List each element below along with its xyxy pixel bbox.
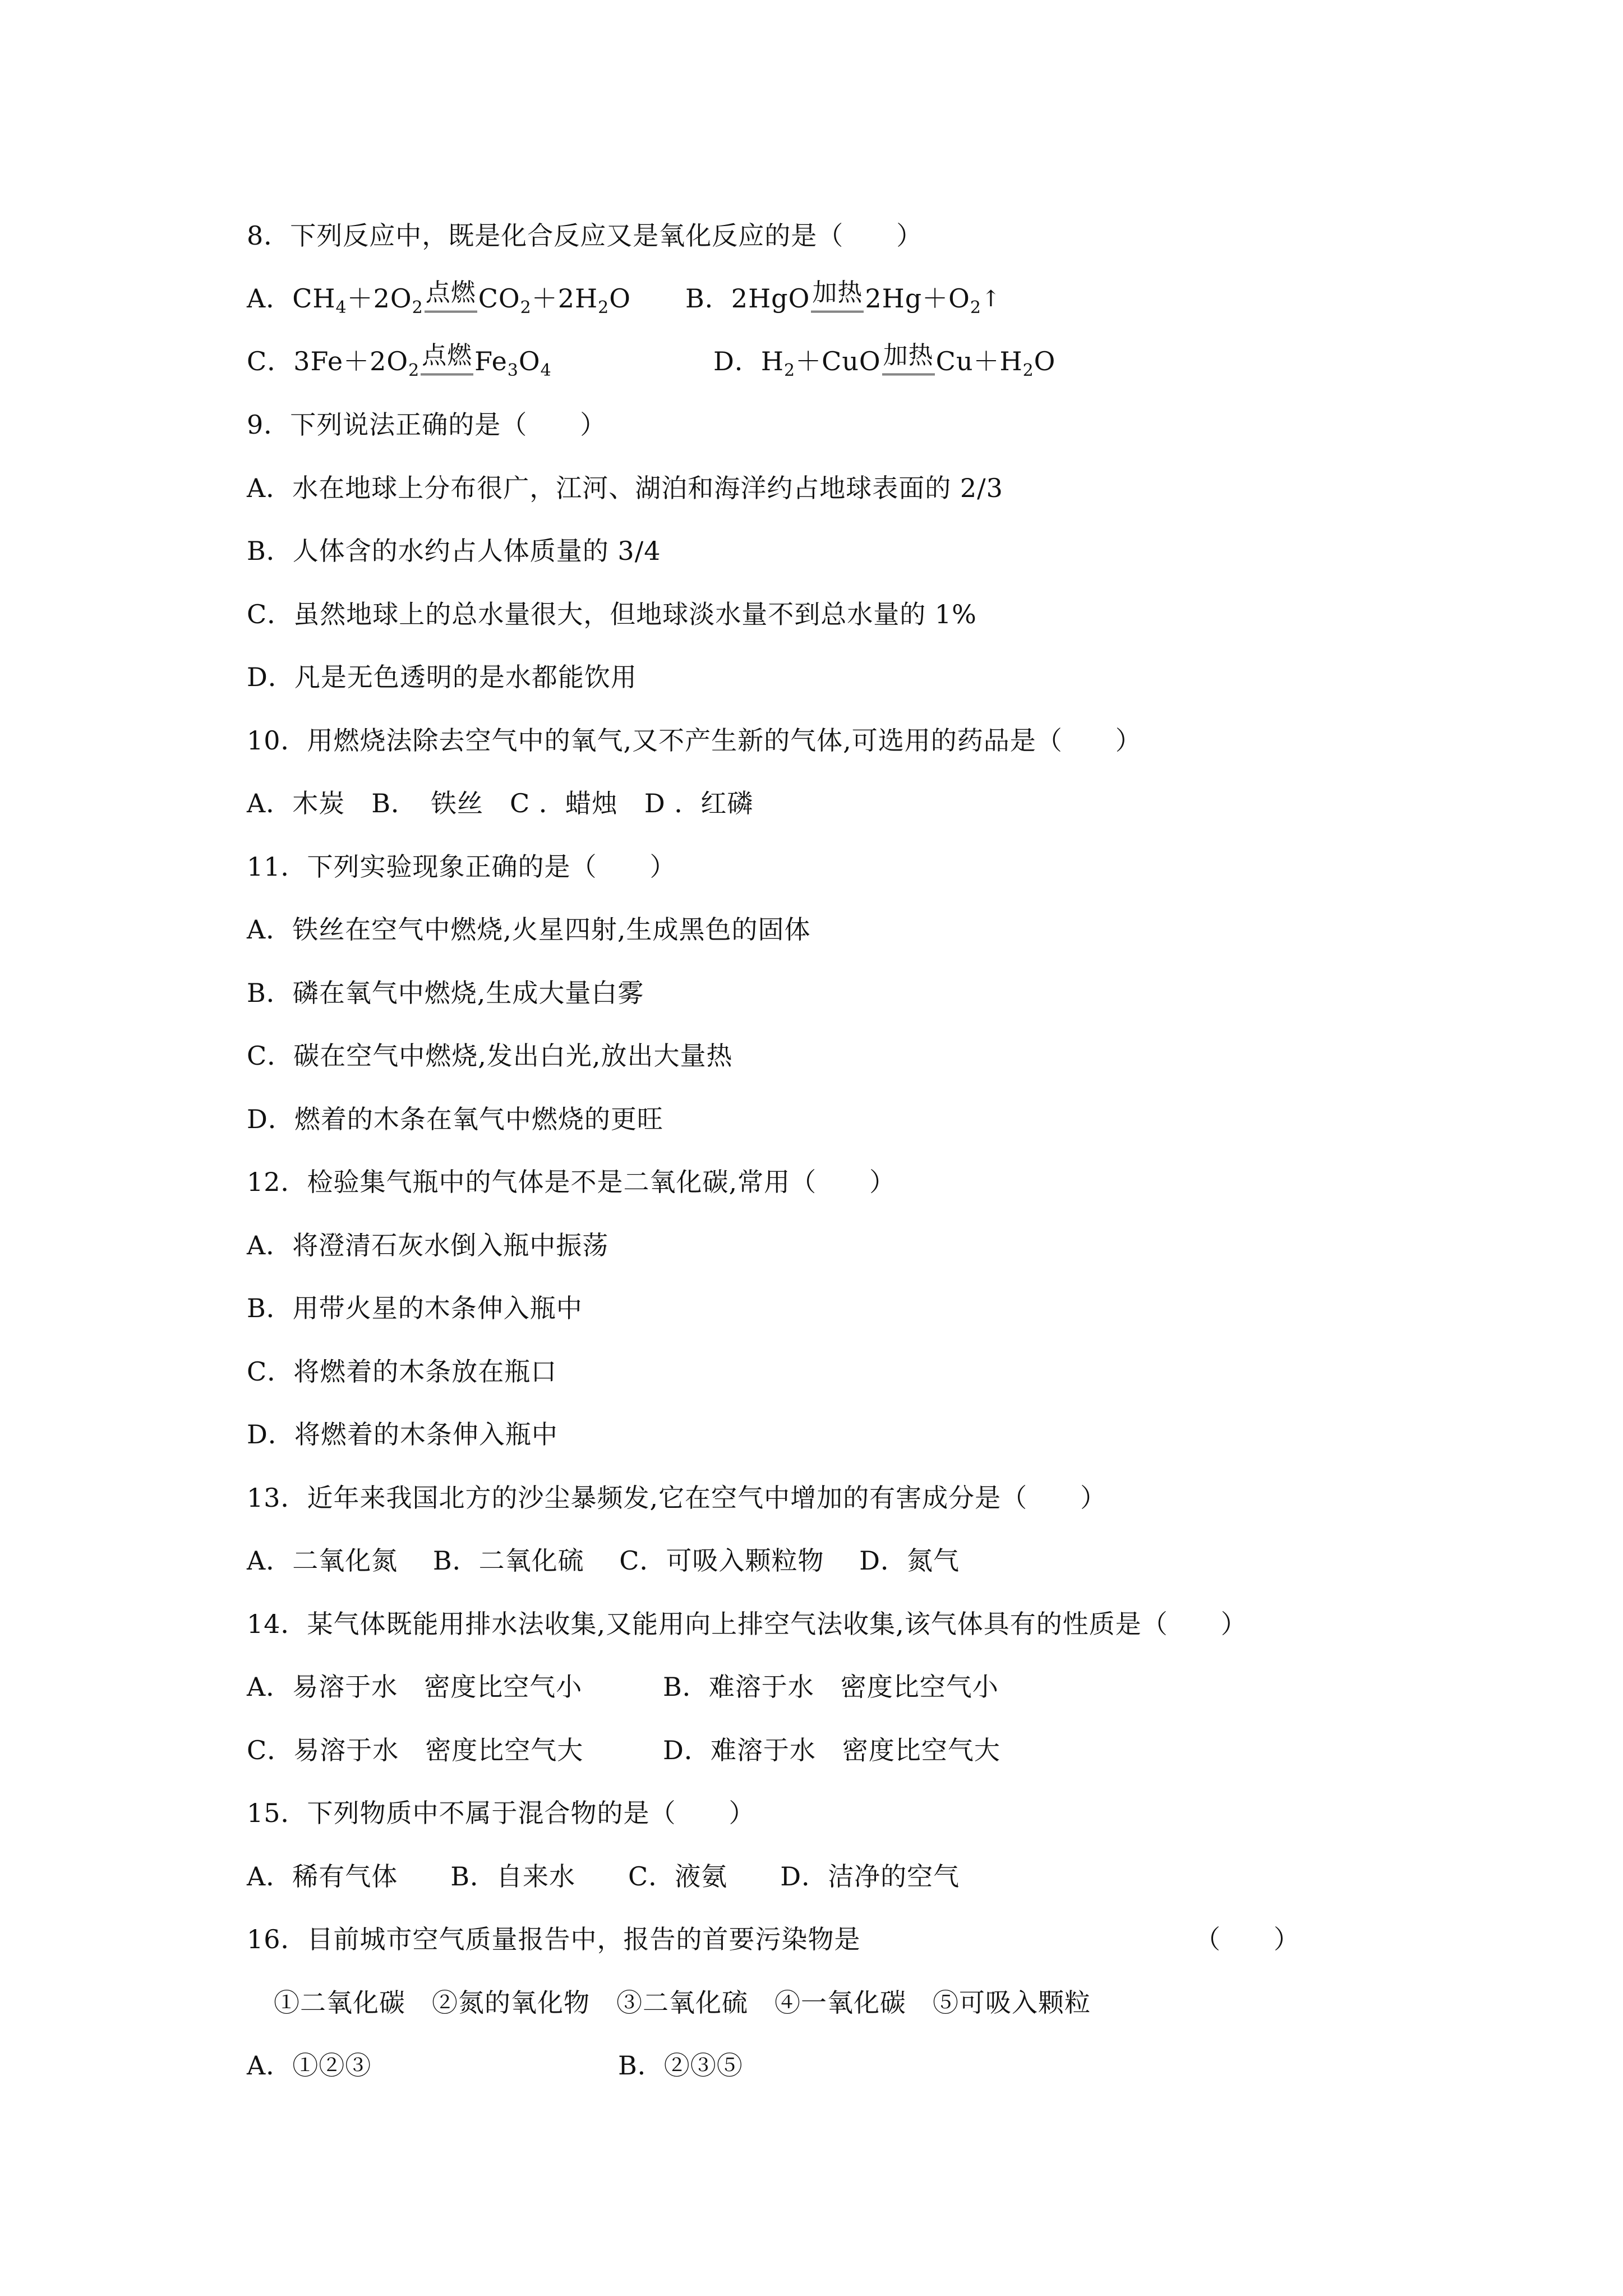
q14-option-b: B．难溶于水 密度比空气小: [663, 1672, 999, 1702]
q16-items: ①二氧化碳 ②氮的氧化物 ③二氧化硫 ④一氧化碳 ⑤可吸入颗粒: [274, 1987, 1091, 2018]
q10-options: A．木炭 B． 铁丝 C ．蜡烛 D ．红磷: [247, 788, 754, 818]
q8-stem: 8．下列反应中，既是化合反应又是氧化反应的是（ ）: [247, 220, 923, 251]
q13-options: A．二氧化氮 B．二氧化硫 C．可吸入颗粒物 D．氮气: [247, 1545, 960, 1576]
q12-option-a: A．将澄清石灰水倒入瓶中振荡: [247, 1230, 609, 1260]
q12-stem: 12．检验集气瓶中的气体是不是二氧化碳,常用（ ）: [247, 1167, 896, 1197]
q12-option-d: D．将燃着的木条伸入瓶中: [247, 1419, 558, 1450]
q9-option-d: D．凡是无色透明的是水都能饮用: [247, 662, 637, 692]
q12-option-c: C．将燃着的木条放在瓶口: [247, 1356, 557, 1387]
q11-option-a: A．铁丝在空气中燃烧,火星四射,生成黑色的固体: [247, 914, 811, 945]
q9-option-a: A．水在地球上分布很广，江河、湖泊和海洋约占地球表面的 2/3: [247, 473, 1003, 503]
q9-option-b: B．人体含的水约占人体质量的 3/4: [247, 536, 661, 566]
reaction-condition: 加热: [811, 276, 864, 312]
q10-stem: 10．用燃烧法除去空气中的氧气,又不产生新的气体,可选用的药品是（ ）: [247, 725, 1142, 756]
q8-option-b: B．2HgO加热$2Hg+O_2↑$: [685, 282, 1001, 319]
q12-option-b: B．用带火星的木条伸入瓶中: [247, 1293, 583, 1323]
q14-option-c: C．易溶于水 密度比空气大: [247, 1735, 584, 1765]
q14-stem: 14．某气体既能用排水法收集,又能用向上排空气法收集,该气体具有的性质是（ ）: [247, 1609, 1247, 1639]
q14-option-d: D．难溶于水 密度比空气大: [663, 1735, 1000, 1765]
q16-stem: 16．目前城市空气质量报告中，报告的首要污染物是: [247, 1924, 861, 1954]
q8-option-c: C．$3Fe+2O_2$点燃$Fe_3O_4$: [247, 344, 552, 382]
q9-stem: 9．下列说法正确的是（ ）: [247, 409, 607, 440]
q11-stem: 11．下列实验现象正确的是（ ）: [247, 852, 676, 882]
q11-option-b: B．磷在氧气中燃烧,生成大量白雾: [247, 978, 644, 1008]
q11-option-d: D．燃着的木条在氧气中燃烧的更旺: [247, 1104, 663, 1134]
gas-arrow-icon: ↑: [981, 286, 1001, 312]
reaction-condition: 点燃: [425, 276, 477, 312]
q11-option-c: C．碳在空气中燃烧,发出白光,放出大量热: [247, 1041, 733, 1071]
q16-option-b: B．②③⑤: [618, 2050, 743, 2081]
reaction-condition: 加热: [882, 339, 935, 375]
q15-options: A．稀有气体 B．自来水 C．液氨 D．洁净的空气: [247, 1861, 960, 1892]
q15-stem: 15．下列物质中不属于混合物的是（ ）: [247, 1798, 755, 1828]
reaction-condition: 点燃: [421, 339, 473, 375]
q9-option-c: C．虽然地球上的总水量很大，但地球淡水量不到总水量的 1%: [247, 599, 977, 629]
q8-option-a: A．$CH_4+2O_2$点燃$CO_2+2H_2O$: [247, 282, 631, 319]
q8-option-d: D．$H_2+CuO$加热$Cu+H_2O$: [713, 344, 1055, 382]
q16-answer-paren: （ ）: [1195, 1924, 1300, 1954]
q14-option-a: A．易溶于水 密度比空气小: [247, 1672, 583, 1702]
q13-stem: 13．近年来我国北方的沙尘暴频发,它在空气中增加的有害成分是（ ）: [247, 1483, 1107, 1513]
q16-option-a: A．①②③: [247, 2050, 372, 2081]
